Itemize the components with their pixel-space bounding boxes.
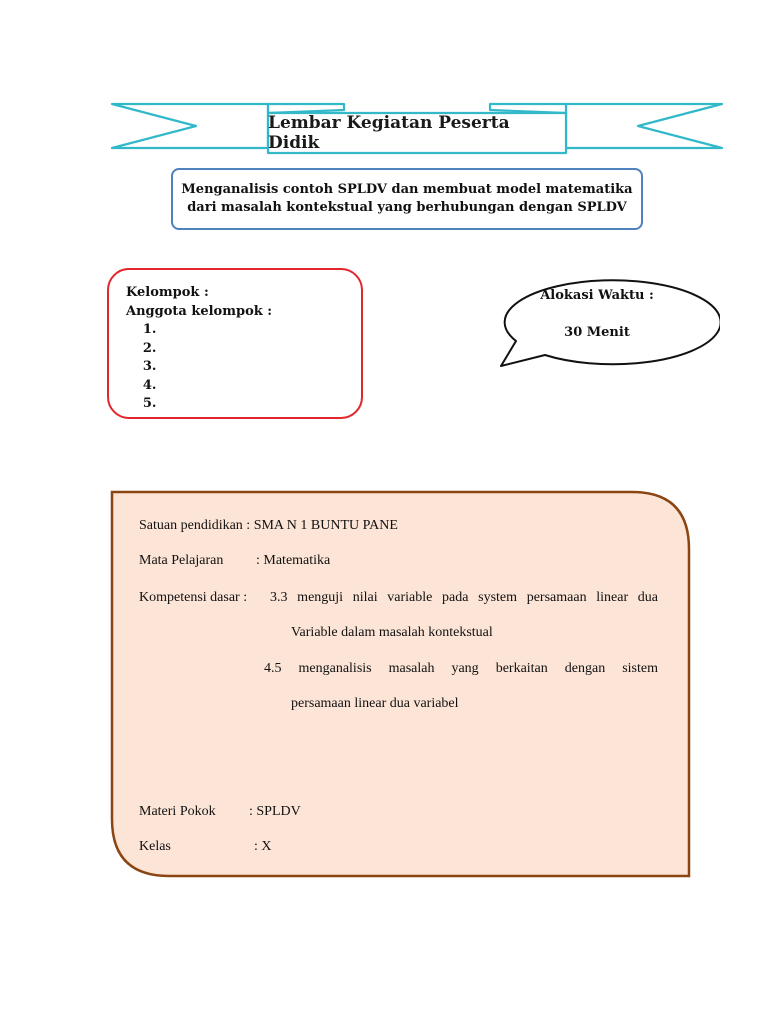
members-label: Anggota kelompok : — [126, 303, 273, 319]
competency-1-line-1: 3.3 menguji nilai variable pada system persamaan linear dua — [270, 590, 658, 605]
topic-label: Materi Pokok — [139, 804, 216, 819]
objective-line-2: dari masalah kontekstual yang berhubungan dengan SPLDV — [187, 200, 627, 215]
time-label: Alokasi Waktu : — [540, 288, 654, 303]
members-list — [126, 321, 361, 414]
group-box — [107, 268, 363, 419]
competency-2-line-1: 4.5 menganalisis masalah yang berkaitan dengan sistem — [264, 661, 658, 676]
group-label: Kelompok : — [126, 285, 209, 300]
competency-label: Kompetensi dasar : — [139, 590, 248, 605]
education-unit: Satuan pendidikan : SMA N 1 BUNTU PANE — [139, 518, 398, 533]
member-1 — [161, 321, 361, 340]
subject-value: : Matematika — [256, 553, 331, 568]
class-label: Kelas — [139, 839, 171, 854]
competency-2-line-2: persamaan linear dua variabel — [291, 696, 459, 711]
objective-line-1: Menganalisis contoh SPLDV dan membuat model matematika — [181, 182, 633, 197]
competency-1-line-2: Variable dalam masalah kontekstual — [291, 625, 493, 640]
subject-label: Mata Pelajaran — [139, 553, 224, 568]
member-4 — [161, 377, 361, 396]
class-value: : X — [254, 839, 272, 854]
topic-value: : SPLDV — [249, 804, 301, 819]
member-2 — [161, 340, 361, 359]
page-title: Lembar Kegiatan Peserta Didik — [268, 113, 510, 153]
time-speech-bubble — [480, 268, 720, 373]
time-value: 30 Menit — [564, 325, 630, 340]
member-3 — [161, 358, 361, 377]
lesson-objective-box — [171, 168, 643, 230]
member-5 — [161, 395, 361, 414]
info-card — [105, 488, 695, 882]
